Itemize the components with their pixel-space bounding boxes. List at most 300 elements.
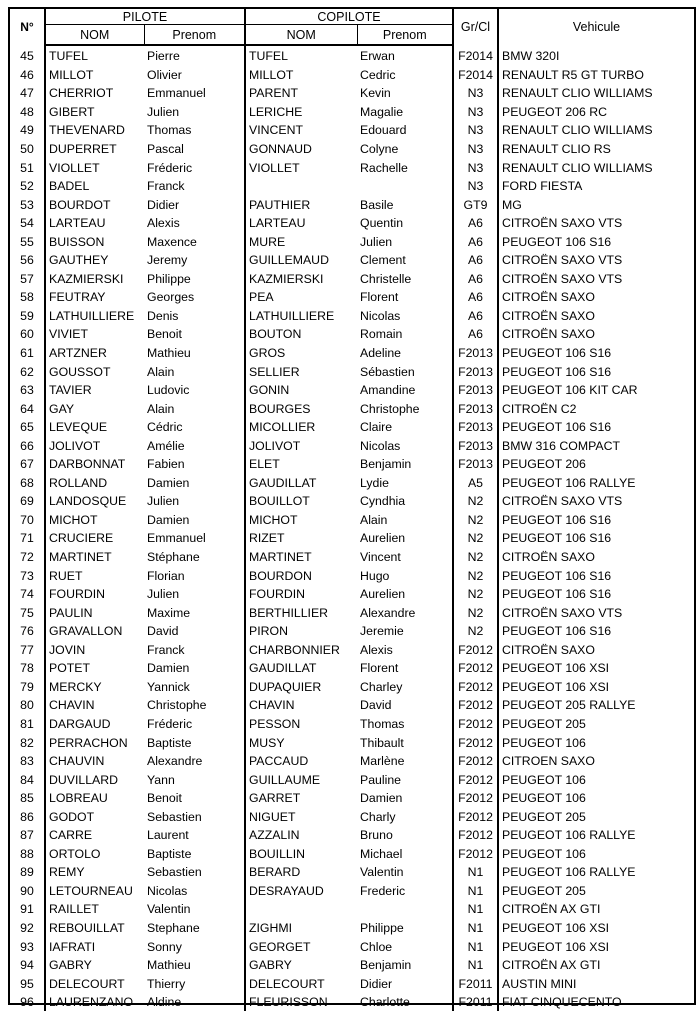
copilote-prenom-cell: Didier: [357, 974, 453, 993]
vehicle-cell: RENAULT CLIO RS: [502, 142, 611, 156]
pilote-nom-cell: RAILLET: [49, 902, 99, 917]
copilote-prenom-cell: Julien: [357, 232, 453, 251]
group-class-cell: N3: [453, 177, 498, 196]
group-class-cell: A6: [453, 251, 498, 270]
pilote-prenom-cell: Maxence: [144, 232, 245, 251]
vehicle-cell: PEUGEOT 205: [502, 809, 586, 824]
vehicle-cell: CITROËN SAXO: [502, 308, 595, 323]
header-vehicle: Vehicule: [572, 20, 621, 34]
copilote-prenom-cell: Kevin: [357, 84, 453, 103]
copilote-nom-cell: FOURDIN: [249, 587, 306, 602]
table-row: [10, 399, 694, 418]
vehicle-cell: CITROËN SAXO: [502, 642, 595, 657]
header-copilote-prenom: Prenom: [357, 25, 453, 46]
pilote-nom-cell: POTET: [49, 661, 90, 676]
pilote-prenom-cell: Alain: [144, 399, 245, 418]
pilote-prenom-cell: Thierry: [144, 974, 245, 993]
pilote-prenom-cell: Stéphane: [144, 548, 245, 567]
entry-number-cell: 74: [10, 585, 45, 604]
copilote-nom-cell: TUFEL: [249, 49, 288, 64]
vehicle-cell: PEUGEOT 106: [502, 846, 586, 861]
copilote-nom-cell: MARTINET: [249, 550, 312, 565]
copilote-nom-cell: GAUDILLAT: [249, 475, 317, 490]
copilote-prenom-cell: Alain: [357, 511, 453, 530]
group-class-cell: F2013: [453, 436, 498, 455]
table-row: [10, 789, 694, 808]
table-row: [10, 659, 694, 678]
group-class-cell: F2012: [453, 659, 498, 678]
copilote-nom-cell: ZIGHMI: [249, 920, 293, 935]
copilote-prenom-cell: Charly: [357, 807, 453, 826]
table-body: [10, 45, 694, 1011]
pilote-nom-cell: LOBREAU: [49, 791, 108, 806]
copilote-prenom-cell: Damien: [357, 789, 453, 808]
entry-number-cell: 78: [10, 659, 45, 678]
group-class-cell: A6: [453, 214, 498, 233]
pilote-prenom-cell: Franck: [144, 641, 245, 660]
pilote-prenom-cell: Yannick: [144, 678, 245, 697]
table-row: [10, 807, 694, 826]
group-class-cell: F2013: [453, 362, 498, 381]
copilote-prenom-cell: Erwan: [357, 45, 453, 66]
copilote-prenom-cell: Bruno: [357, 826, 453, 845]
copilote-prenom-cell: Hugo: [357, 566, 453, 585]
entry-number-cell: 72: [10, 548, 45, 567]
entry-number-cell: 83: [10, 752, 45, 771]
copilote-prenom-cell: Rachelle: [357, 158, 453, 177]
header-number: N°: [10, 9, 45, 45]
pilote-nom-cell: FEUTRAY: [49, 290, 106, 305]
vehicle-cell: CITROËN SAXO: [502, 327, 595, 342]
pilote-nom-cell: GOUSSOT: [49, 364, 111, 379]
copilote-nom-cell: VIOLLET: [249, 160, 300, 175]
copilote-nom-cell: ELET: [249, 457, 280, 472]
copilote-prenom-cell: [357, 177, 453, 196]
table-row: [10, 733, 694, 752]
entry-number-cell: 76: [10, 622, 45, 641]
pilote-nom-cell: GRAVALLON: [49, 624, 123, 639]
copilote-prenom-cell: Charlotte: [357, 993, 453, 1011]
copilote-prenom-cell: Benjamin: [357, 956, 453, 975]
entry-number-cell: 45: [10, 45, 45, 66]
group-class-cell: N1: [453, 863, 498, 882]
pilote-prenom-cell: Aldine: [144, 993, 245, 1011]
table-row: [10, 214, 694, 233]
group-class-cell: F2012: [453, 789, 498, 808]
entry-number-cell: 73: [10, 566, 45, 585]
vehicle-cell: CITROËN SAXO VTS: [502, 216, 623, 231]
group-class-cell: N3: [453, 103, 498, 122]
copilote-nom-cell: GUILLEMAUD: [249, 253, 329, 268]
copilote-prenom-cell: Michael: [357, 845, 453, 864]
pilote-prenom-cell: Christophe: [144, 696, 245, 715]
entry-number-cell: 81: [10, 715, 45, 734]
entry-number-cell: 50: [10, 140, 45, 159]
table-row: [10, 770, 694, 789]
pilote-prenom-cell: Alexis: [144, 214, 245, 233]
pilote-prenom-cell: Damien: [144, 659, 245, 678]
copilote-nom-cell: GEORGET: [249, 939, 311, 954]
group-class-cell: F2012: [453, 641, 498, 660]
group-class-cell: N2: [453, 622, 498, 641]
table-row: [10, 993, 694, 1011]
pilote-nom-cell: GAY: [49, 401, 75, 416]
copilote-nom-cell: DUPAQUIER: [249, 679, 322, 694]
vehicle-cell: PEUGEOT 106 XSI: [502, 920, 610, 935]
vehicle-cell: PEUGEOT 106 S16: [502, 587, 612, 602]
entry-number-cell: 56: [10, 251, 45, 270]
pilote-nom-cell: CHAUVIN: [49, 754, 105, 769]
vehicle-cell: CITROËN SAXO: [502, 290, 595, 305]
entry-number-cell: 75: [10, 603, 45, 622]
table-row: [10, 103, 694, 122]
vehicle-cell: PEUGEOT 106 XSI: [502, 939, 610, 954]
pilote-nom-cell: GABRY: [49, 958, 92, 973]
pilote-nom-cell: RUET: [49, 568, 83, 583]
vehicle-cell: CITROËN SAXO VTS: [502, 253, 623, 268]
group-class-cell: A6: [453, 270, 498, 289]
table-row: [10, 121, 694, 140]
copilote-nom-cell: GAUDILLAT: [249, 661, 317, 676]
vehicle-cell: RENAULT CLIO WILLIAMS: [502, 123, 653, 138]
pilote-nom-cell: GIBERT: [49, 104, 95, 119]
group-class-cell: F2012: [453, 678, 498, 697]
copilote-prenom-cell: Valentin: [357, 863, 453, 882]
group-class-cell: A6: [453, 288, 498, 307]
table-row: [10, 863, 694, 882]
entry-number-cell: 77: [10, 641, 45, 660]
vehicle-cell: FIAT CINQUECENTO: [502, 995, 622, 1010]
group-class-cell: N3: [453, 121, 498, 140]
copilote-nom-cell: JOLIVOT: [249, 438, 301, 453]
copilote-nom-cell: LATHUILLIERE: [249, 308, 335, 323]
table-row: [10, 344, 694, 363]
entry-number-cell: 96: [10, 993, 45, 1011]
pilote-prenom-cell: Cédric: [144, 418, 245, 437]
copilote-nom-cell: MICHOT: [249, 512, 298, 527]
vehicle-cell: PEUGEOT 106 S16: [502, 420, 612, 435]
table-row: [10, 158, 694, 177]
group-class-cell: F2012: [453, 770, 498, 789]
pilote-nom-cell: MERCKY: [49, 679, 102, 694]
pilote-prenom-cell: Sebastien: [144, 863, 245, 882]
pilote-nom-cell: DUVILLARD: [49, 772, 119, 787]
pilote-prenom-cell: Mathieu: [144, 344, 245, 363]
table-row: [10, 418, 694, 437]
copilote-prenom-cell: Cyndhia: [357, 492, 453, 511]
pilote-nom-cell: PERRACHON: [49, 735, 128, 750]
copilote-prenom-cell: Philippe: [357, 919, 453, 938]
copilote-nom-cell: PACCAUD: [249, 754, 309, 769]
entry-number-cell: 91: [10, 900, 45, 919]
pilote-nom-cell: IAFRATI: [49, 939, 96, 954]
entry-number-cell: 92: [10, 919, 45, 938]
group-class-cell: F2012: [453, 826, 498, 845]
group-class-cell: F2013: [453, 399, 498, 418]
table-row: [10, 45, 694, 66]
entry-number-cell: 51: [10, 158, 45, 177]
copilote-prenom-cell: Marlène: [357, 752, 453, 771]
copilote-prenom-cell: Pauline: [357, 770, 453, 789]
group-class-cell: F2012: [453, 696, 498, 715]
group-class-cell: N1: [453, 900, 498, 919]
copilote-nom-cell: BOURGES: [249, 401, 311, 416]
pilote-prenom-cell: Yann: [144, 770, 245, 789]
entry-number-cell: 64: [10, 399, 45, 418]
table-row: [10, 232, 694, 251]
entry-number-cell: 62: [10, 362, 45, 381]
copilote-nom-cell: [245, 177, 357, 196]
table-row: [10, 919, 694, 938]
copilote-nom-cell: SELLIER: [249, 364, 300, 379]
table-row: [10, 511, 694, 530]
copilote-nom-cell: BOURDON: [249, 568, 312, 583]
copilote-prenom-cell: Magalie: [357, 103, 453, 122]
copilote-prenom-cell: Aurelien: [357, 585, 453, 604]
entry-number-cell: 66: [10, 436, 45, 455]
copilote-nom-cell: [245, 900, 357, 919]
pilote-nom-cell: MARTINET: [49, 550, 112, 565]
table-row: [10, 66, 694, 85]
table-row: [10, 436, 694, 455]
table-row: [10, 325, 694, 344]
entry-number-cell: 59: [10, 307, 45, 326]
vehicle-cell: PEUGEOT 106: [502, 772, 586, 787]
copilote-prenom-cell: Vincent: [357, 548, 453, 567]
group-class-cell: F2012: [453, 807, 498, 826]
group-class-cell: N3: [453, 84, 498, 103]
table-row: [10, 251, 694, 270]
group-class-cell: F2011: [453, 974, 498, 993]
entry-number-cell: 84: [10, 770, 45, 789]
vehicle-cell: FORD FIESTA: [502, 179, 583, 194]
vehicle-cell: PEUGEOT 106 XSI: [502, 679, 610, 694]
pilote-nom-cell: LETOURNEAU: [49, 883, 133, 898]
copilote-prenom-cell: Christophe: [357, 399, 453, 418]
group-class-cell: N3: [453, 158, 498, 177]
copilote-prenom-cell: Sébastien: [357, 362, 453, 381]
pilote-prenom-cell: Benoit: [144, 789, 245, 808]
entry-number-cell: 46: [10, 66, 45, 85]
entry-number-cell: 69: [10, 492, 45, 511]
vehicle-cell: CITROEN SAXO: [502, 754, 595, 769]
copilote-prenom-cell: Quentin: [357, 214, 453, 233]
copilote-prenom-cell: Florent: [357, 288, 453, 307]
pilote-prenom-cell: Damien: [144, 511, 245, 530]
pilote-nom-cell: BOURDOT: [49, 197, 111, 212]
copilote-prenom-cell: Alexis: [357, 641, 453, 660]
copilote-nom-cell: MICOLLIER: [249, 420, 316, 435]
copilote-nom-cell: GONNAUD: [249, 142, 312, 156]
table-row: [10, 195, 694, 214]
vehicle-cell: PEUGEOT 106 RALLYE: [502, 475, 636, 490]
pilote-prenom-cell: Maxime: [144, 603, 245, 622]
table-row: [10, 177, 694, 196]
pilote-prenom-cell: Olivier: [144, 66, 245, 85]
group-class-cell: N2: [453, 529, 498, 548]
vehicle-cell: BMW 316 COMPACT: [502, 438, 620, 453]
table-row: [10, 974, 694, 993]
entry-number-cell: 93: [10, 937, 45, 956]
table-row: [10, 900, 694, 919]
header-pilote: PILOTE: [45, 9, 245, 25]
pilote-nom-cell: ROLLAND: [49, 475, 108, 490]
pilote-nom-cell: MILLOT: [49, 67, 94, 82]
pilote-nom-cell: DARGAUD: [49, 716, 111, 731]
copilote-nom-cell: BOUILLIN: [249, 846, 306, 861]
table-row: [10, 270, 694, 289]
entry-number-cell: 48: [10, 103, 45, 122]
group-class-cell: F2013: [453, 344, 498, 363]
vehicle-cell: PEUGEOT 106 S16: [502, 346, 612, 361]
vehicle-cell: PEUGEOT 205 RALLYE: [502, 698, 636, 713]
table-row: [10, 381, 694, 400]
vehicle-cell: PEUGEOT 106: [502, 791, 586, 806]
vehicle-cell: PEUGEOT 106 S16: [502, 364, 612, 379]
table-row: [10, 882, 694, 901]
copilote-prenom-cell: Adeline: [357, 344, 453, 363]
group-class-cell: F2013: [453, 418, 498, 437]
copilote-nom-cell: GUILLAUME: [249, 772, 321, 787]
entry-number-cell: 85: [10, 789, 45, 808]
pilote-prenom-cell: Nicolas: [144, 882, 245, 901]
vehicle-cell: PEUGEOT 106 RALLYE: [502, 828, 636, 843]
copilote-prenom-cell: Cedric: [357, 66, 453, 85]
copilote-prenom-cell: Nicolas: [357, 436, 453, 455]
pilote-prenom-cell: Ludovic: [144, 381, 245, 400]
pilote-prenom-cell: Stephane: [144, 919, 245, 938]
copilote-nom-cell: LARTEAU: [249, 216, 306, 231]
group-class-cell: F2012: [453, 752, 498, 771]
pilote-prenom-cell: Jeremy: [144, 251, 245, 270]
pilote-nom-cell: LARTEAU: [49, 216, 106, 231]
group-class-cell: N1: [453, 937, 498, 956]
pilote-prenom-cell: Pascal: [144, 140, 245, 159]
header-copilote: COPILOTE: [245, 9, 453, 25]
pilote-nom-cell: THEVENARD: [49, 123, 125, 138]
copilote-nom-cell: DELECOURT: [249, 976, 325, 991]
pilote-prenom-cell: Georges: [144, 288, 245, 307]
copilote-nom-cell: PEA: [249, 290, 274, 305]
copilote-nom-cell: BERARD: [249, 865, 301, 880]
pilote-nom-cell: JOLIVOT: [49, 438, 101, 453]
entry-number-cell: 89: [10, 863, 45, 882]
pilote-nom-cell: TAVIER: [49, 383, 92, 398]
pilote-prenom-cell: Franck: [144, 177, 245, 196]
pilote-prenom-cell: Denis: [144, 307, 245, 326]
entry-number-cell: 57: [10, 270, 45, 289]
pilote-prenom-cell: Fréderic: [144, 715, 245, 734]
table-row: [10, 84, 694, 103]
copilote-prenom-cell: Claire: [357, 418, 453, 437]
vehicle-cell: PEUGEOT 106 XSI: [502, 661, 610, 676]
pilote-prenom-cell: Sonny: [144, 937, 245, 956]
vehicle-cell: CITROËN SAXO VTS: [502, 494, 623, 509]
pilote-prenom-cell: Fréderic: [144, 158, 245, 177]
pilote-prenom-cell: Laurent: [144, 826, 245, 845]
vehicle-cell: PEUGEOT 106 KIT CAR: [502, 383, 638, 398]
group-class-cell: F2012: [453, 845, 498, 864]
copilote-nom-cell: FLEURISSON: [249, 995, 328, 1010]
entry-number-cell: 71: [10, 529, 45, 548]
group-class-cell: A6: [453, 325, 498, 344]
pilote-nom-cell: CHERRIOT: [49, 86, 114, 101]
entry-list-sheet: [8, 7, 696, 1010]
entry-number-cell: 47: [10, 84, 45, 103]
pilote-prenom-cell: Benoit: [144, 325, 245, 344]
copilote-prenom-cell: Colyne: [357, 140, 453, 159]
table-row: [10, 529, 694, 548]
pilote-nom-cell: CRUCIERE: [49, 531, 114, 546]
table-row: [10, 715, 694, 734]
pilote-prenom-cell: Mathieu: [144, 956, 245, 975]
pilote-nom-cell: ORTOLO: [49, 846, 101, 861]
entry-number-cell: 55: [10, 232, 45, 251]
copilote-prenom-cell: [357, 900, 453, 919]
vehicle-cell: BMW 320I: [502, 48, 560, 63]
pilote-nom-cell: LAURENZANO: [49, 995, 134, 1010]
pilote-nom-cell: LANDOSQUE: [49, 494, 127, 509]
pilote-prenom-cell: Emmanuel: [144, 84, 245, 103]
group-class-cell: F2012: [453, 733, 498, 752]
vehicle-cell: PEUGEOT 206: [502, 457, 586, 472]
copilote-nom-cell: GONIN: [249, 383, 290, 398]
pilote-prenom-cell: Thomas: [144, 121, 245, 140]
entry-number-cell: 90: [10, 882, 45, 901]
copilote-prenom-cell: Nicolas: [357, 307, 453, 326]
table-row: [10, 288, 694, 307]
vehicle-cell: PEUGEOT 106 RALLYE: [502, 865, 636, 880]
vehicle-cell: CITROËN SAXO VTS: [502, 605, 623, 620]
entry-number-cell: 60: [10, 325, 45, 344]
pilote-prenom-cell: Julien: [144, 103, 245, 122]
pilote-prenom-cell: Florian: [144, 566, 245, 585]
pilote-nom-cell: DARBONNAT: [49, 457, 126, 472]
group-class-cell: N2: [453, 511, 498, 530]
table-row: [10, 696, 694, 715]
entry-number-cell: 70: [10, 511, 45, 530]
group-class-cell: N1: [453, 956, 498, 975]
table-row: [10, 956, 694, 975]
pilote-prenom-cell: Pierre: [144, 45, 245, 66]
group-class-cell: N3: [453, 140, 498, 159]
copilote-prenom-cell: Jeremie: [357, 622, 453, 641]
entry-number-cell: 86: [10, 807, 45, 826]
pilote-nom-cell: DELECOURT: [49, 976, 125, 991]
pilote-prenom-cell: Alain: [144, 362, 245, 381]
group-class-cell: N2: [453, 566, 498, 585]
pilote-nom-cell: PAULIN: [49, 605, 93, 620]
vehicle-cell: RENAULT R5 GT TURBO: [502, 67, 644, 82]
vehicle-cell: PEUGEOT 106 S16: [502, 531, 612, 546]
copilote-nom-cell: MILLOT: [249, 67, 294, 82]
entry-number-cell: 58: [10, 288, 45, 307]
copilote-nom-cell: PESSON: [249, 716, 301, 731]
entry-number-cell: 95: [10, 974, 45, 993]
table-row: [10, 548, 694, 567]
pilote-prenom-cell: Julien: [144, 585, 245, 604]
copilote-prenom-cell: Basile: [357, 195, 453, 214]
copilote-nom-cell: KAZMIERSKI: [249, 271, 324, 286]
copilote-nom-cell: GROS: [249, 346, 286, 361]
group-class-cell: N1: [453, 919, 498, 938]
copilote-nom-cell: BOUILLOT: [249, 494, 310, 509]
pilote-prenom-cell: Julien: [144, 492, 245, 511]
header-group-class: Gr/Cl: [453, 9, 498, 45]
table-row: [10, 826, 694, 845]
entry-number-cell: 79: [10, 678, 45, 697]
group-class-cell: F2013: [453, 381, 498, 400]
